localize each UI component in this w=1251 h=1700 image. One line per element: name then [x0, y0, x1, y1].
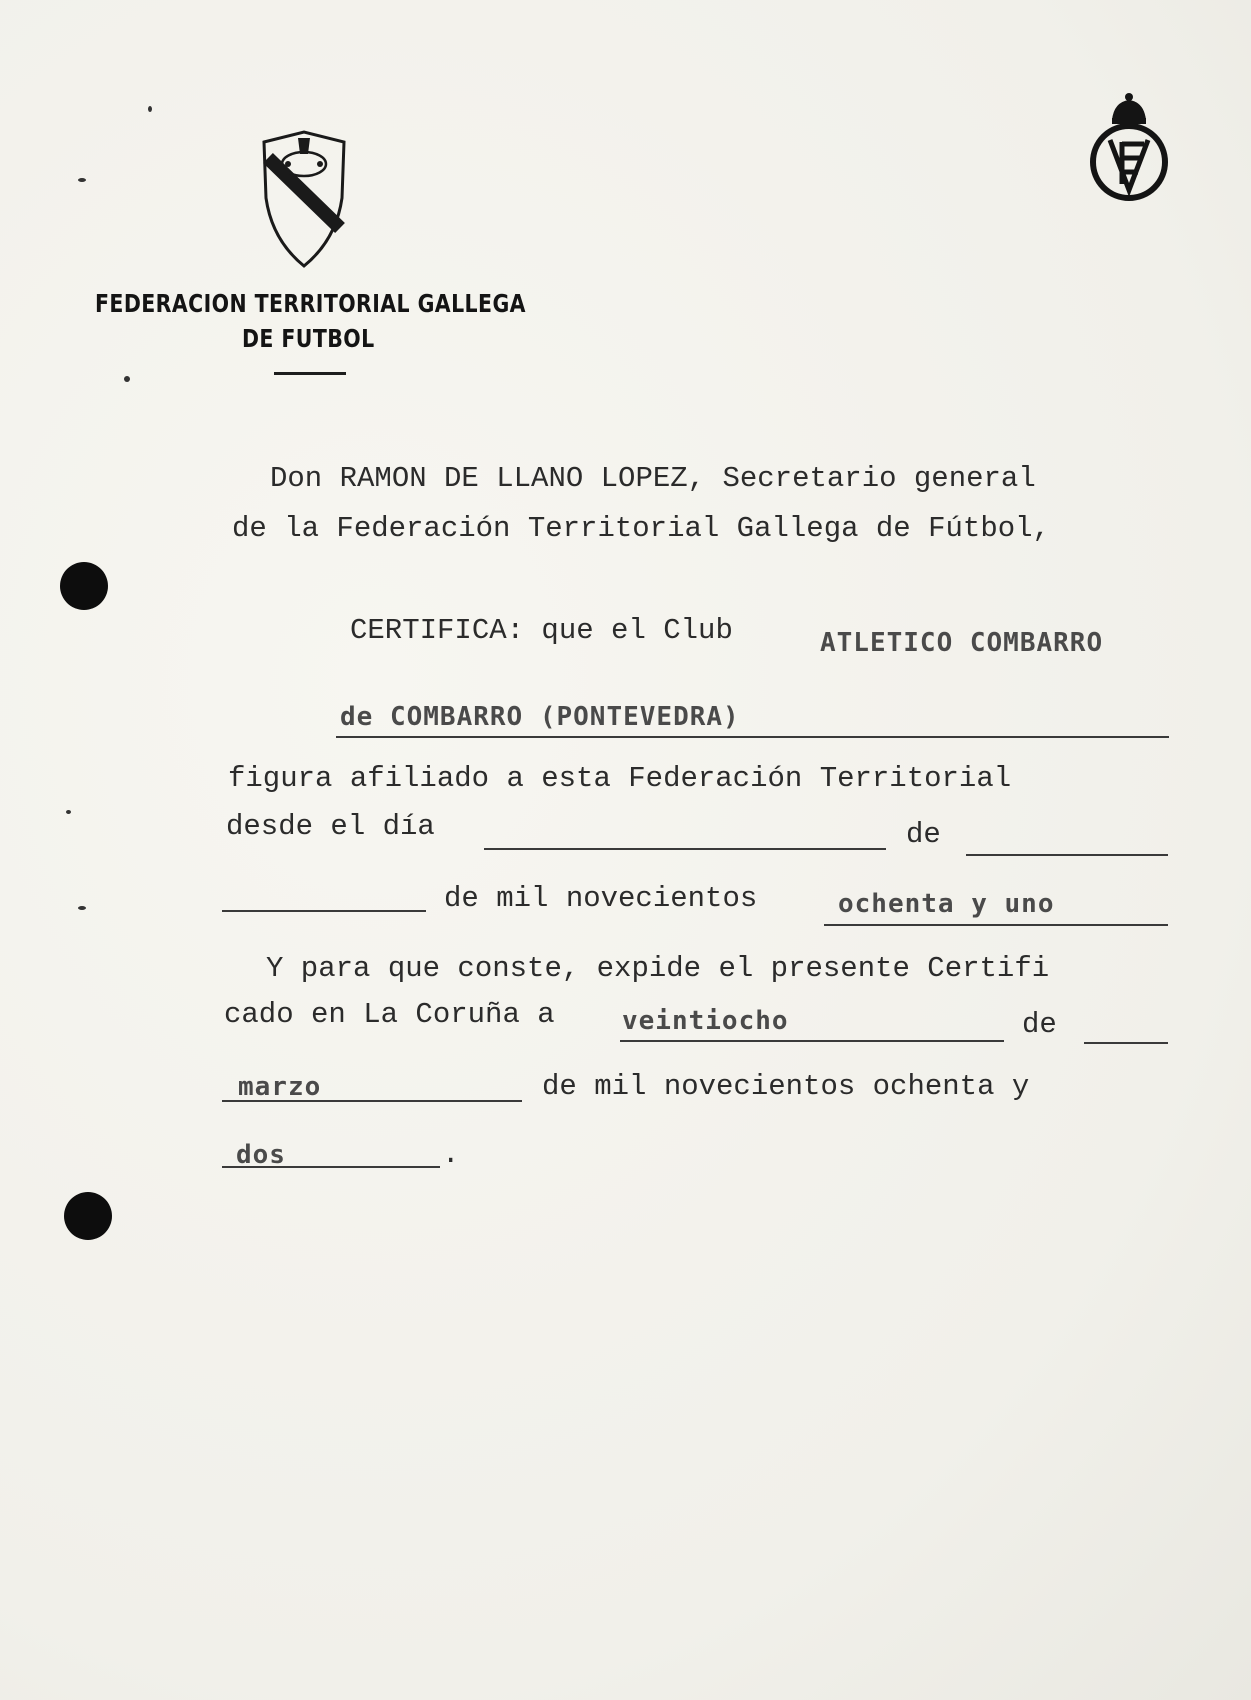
closing-period: .: [442, 1138, 460, 1171]
closing-line3: de mil novecientos ochenta y: [542, 1070, 1030, 1103]
club-location-line: [336, 736, 1169, 738]
de-mil-label: de mil novecientos: [444, 882, 758, 915]
day-blank: [484, 848, 886, 850]
speck: [124, 376, 130, 382]
galician-shield-icon: [258, 128, 350, 270]
closing-line2-prefix: cado en La Coruña a: [224, 998, 555, 1031]
club-name-field: ATLETICO COMBARRO: [820, 628, 1104, 658]
rfef-crowned-crest-icon: [1088, 92, 1170, 206]
punch-hole-bottom: [64, 1192, 112, 1240]
month-field-line-top: [1084, 1042, 1168, 1044]
letterhead-rule: [274, 372, 346, 375]
desde-label: desde el día: [226, 810, 435, 843]
affiliation-year-line: [824, 924, 1168, 926]
month-field-line: [222, 1100, 522, 1102]
year-field: dos: [236, 1140, 286, 1170]
intro-line2: de la Federación Territorial Gallega de Fútbol,: [232, 512, 1050, 545]
club-location-field: de COMBARRO (PONTEVEDRA): [340, 702, 740, 732]
punch-hole-top: [60, 562, 108, 610]
month-field: marzo: [238, 1072, 322, 1102]
intro-line1: Don RAMON DE LLANO LOPEZ, Secretario general: [270, 462, 1036, 495]
month-blank: [966, 854, 1168, 856]
day-field-line: [620, 1040, 1004, 1042]
day-field: veintiocho: [622, 1006, 789, 1036]
de-label-2: de: [1022, 1008, 1057, 1041]
speck: [78, 178, 86, 182]
speck: [66, 810, 71, 814]
certifica-prefix: CERTIFICA: que el Club: [350, 614, 733, 647]
affiliation-line1: figura afiliado a esta Federación Territorial: [228, 762, 1012, 795]
year-field-line: [222, 1166, 440, 1168]
speck: [148, 106, 152, 112]
month-blank-2: [222, 910, 426, 912]
letterhead-line1: FEDERACION TERRITORIAL GALLEGA: [95, 289, 526, 318]
closing-line1: Y para que conste, expide el presente Certifi: [266, 952, 1050, 985]
affiliation-year-field: ochenta y uno: [838, 889, 1055, 919]
speck: [78, 906, 86, 910]
letterhead-line2: DE FUTBOL: [242, 324, 375, 353]
de-label-1: de: [906, 818, 941, 851]
